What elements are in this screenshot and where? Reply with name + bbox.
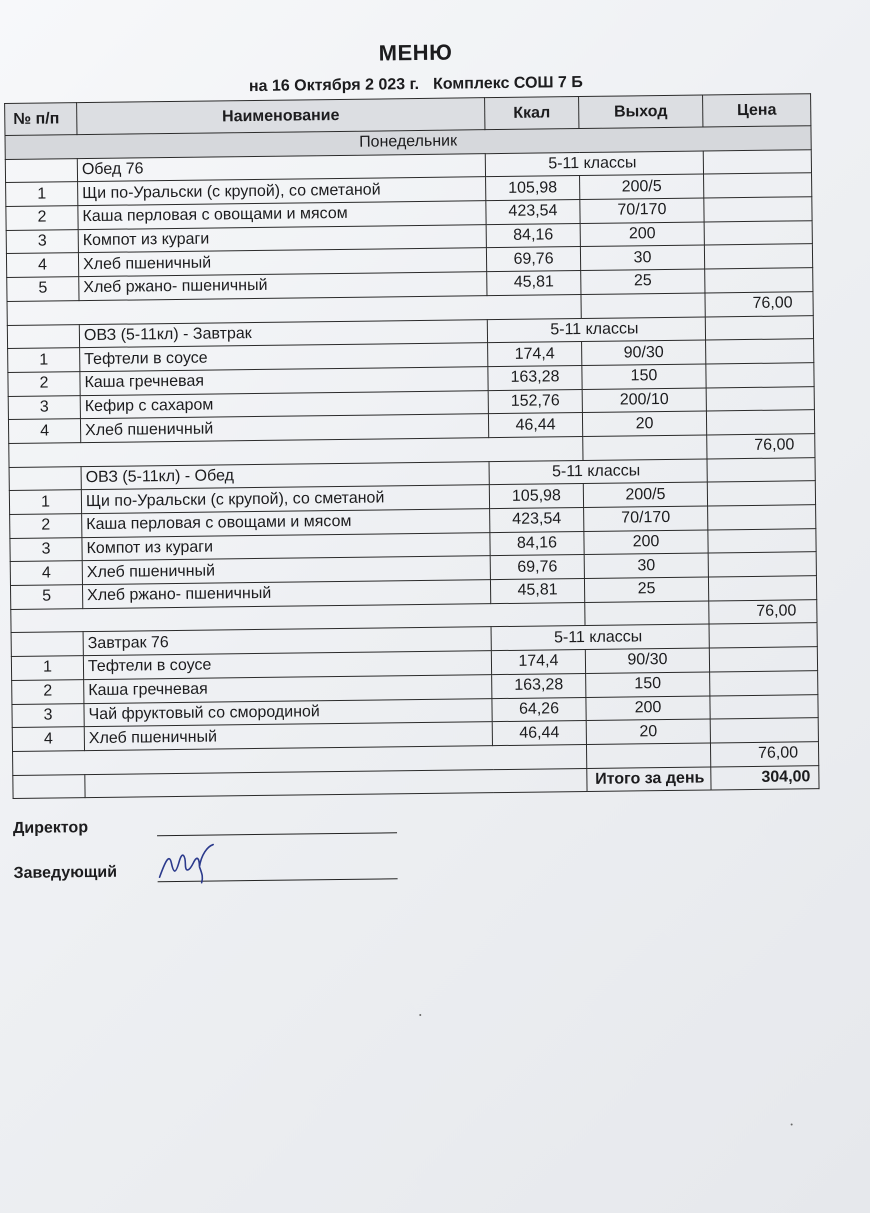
- item-output: 200: [586, 695, 710, 720]
- item-num: 4: [12, 727, 84, 752]
- item-price: [708, 528, 816, 553]
- item-kcal: 46,44: [492, 721, 586, 746]
- item-output: 200/5: [580, 174, 704, 199]
- item-num: 1: [8, 348, 80, 373]
- item-output: 200: [584, 530, 708, 555]
- header-num: № п/п: [5, 103, 77, 136]
- section-total: 76,00: [709, 599, 817, 624]
- item-kcal: 423,54: [490, 508, 584, 533]
- item-name: Кефир с сахаром: [80, 390, 488, 419]
- item-kcal: 45,81: [487, 271, 581, 296]
- item-name: Щи по-Уральски (с крупой), со сметаной: [78, 177, 486, 206]
- item-name: Каша гречневая: [84, 674, 492, 703]
- item-kcal: 152,76: [488, 389, 582, 414]
- item-price: [704, 244, 812, 269]
- item-kcal: 84,16: [490, 531, 584, 556]
- item-num: 5: [10, 585, 82, 610]
- item-price: [710, 694, 818, 719]
- item-num: 2: [12, 679, 84, 704]
- item-num: 1: [6, 182, 78, 207]
- item-num: 3: [8, 395, 80, 420]
- school-complex: Комплекс СОШ 7 Б: [432, 73, 583, 93]
- item-output: 200/5: [583, 482, 707, 507]
- section-price-cell: [705, 315, 813, 340]
- item-output: 30: [584, 553, 708, 578]
- grand-total-value: 304,00: [711, 765, 819, 790]
- item-output: 90/30: [582, 340, 706, 365]
- item-num: 4: [10, 561, 82, 586]
- section-title: Завтрак 76: [83, 627, 491, 656]
- section-title: ОВЗ (5-11кл) - Обед: [81, 461, 489, 490]
- item-kcal: 105,98: [486, 176, 580, 201]
- item-output: 20: [582, 411, 706, 436]
- item-kcal: 45,81: [490, 579, 584, 604]
- section-classes: 5-11 классы: [491, 624, 709, 650]
- item-name: Хлеб ржано- пшеничный: [79, 272, 487, 301]
- item-price: [709, 647, 817, 672]
- grand-empty-cell: [13, 774, 85, 799]
- section-num-cell: [5, 158, 77, 183]
- item-price: [710, 718, 818, 743]
- item-name: Хлеб пшеничный: [82, 556, 490, 585]
- item-num: 1: [9, 490, 81, 515]
- item-name: Компот из кураги: [78, 224, 486, 253]
- item-kcal: 423,54: [486, 200, 580, 225]
- item-price: [704, 220, 812, 245]
- item-output: 150: [586, 672, 710, 697]
- item-output: 25: [581, 269, 705, 294]
- manager-label: Заведующий: [13, 863, 118, 882]
- item-price: [710, 670, 818, 695]
- item-num: 2: [10, 514, 82, 539]
- item-kcal: 69,76: [486, 247, 580, 272]
- section-price-cell: [709, 623, 817, 648]
- item-price: [704, 173, 812, 198]
- section-num-cell: [9, 466, 81, 491]
- item-num: 2: [8, 372, 80, 397]
- item-kcal: 46,44: [488, 413, 582, 438]
- total-empty-cell: [581, 293, 705, 318]
- section-num-cell: [7, 324, 79, 349]
- item-price: [706, 339, 814, 364]
- item-name: Хлеб пшеничный: [78, 248, 486, 277]
- item-name: Каша гречневая: [80, 367, 488, 396]
- section-num-cell: [11, 632, 83, 657]
- item-price: [706, 386, 814, 411]
- item-price: [707, 481, 815, 506]
- item-output: 150: [582, 364, 706, 389]
- item-price: [708, 576, 816, 601]
- day-name: Понедельник: [5, 126, 811, 160]
- item-kcal: 174,4: [488, 342, 582, 367]
- item-name: Каша перловая с овощами и мясом: [78, 201, 486, 230]
- item-kcal: 163,28: [488, 365, 582, 390]
- header-kcal: Ккал: [485, 97, 579, 130]
- item-output: 90/30: [585, 648, 709, 673]
- section-classes: 5-11 классы: [489, 459, 707, 485]
- grand-total-label: Итого за день: [587, 767, 711, 792]
- section-classes: 5-11 классы: [485, 151, 703, 177]
- item-price: [708, 505, 816, 530]
- item-name: Тефтели в соусе: [80, 343, 488, 372]
- item-price: [705, 268, 813, 293]
- item-output: 30: [580, 245, 704, 270]
- item-price: [706, 410, 814, 435]
- document-title: МЕНЮ: [378, 39, 453, 66]
- item-num: 5: [7, 277, 79, 302]
- section-total: 76,00: [705, 292, 813, 317]
- item-output: 200: [580, 222, 704, 247]
- item-price: [708, 552, 816, 577]
- section-title: ОВЗ (5-11кл) - Завтрак: [79, 319, 487, 348]
- item-name: Чай фруктовый со смородиной: [84, 698, 492, 727]
- section-title: Обед 76: [77, 153, 485, 182]
- paper-speck: [791, 1124, 793, 1126]
- item-kcal: 105,98: [489, 484, 583, 509]
- item-output: 25: [584, 577, 708, 602]
- item-name: Компот из кураги: [82, 532, 490, 561]
- grand-empty-cell: [85, 768, 587, 798]
- item-name: Щи по-Уральски (с крупой), со сметаной: [81, 485, 489, 514]
- item-output: 20: [586, 719, 710, 744]
- item-output: 200/10: [582, 388, 706, 413]
- header-price: Цена: [703, 94, 811, 127]
- item-name: Хлеб пшеничный: [84, 722, 492, 751]
- item-kcal: 84,16: [486, 223, 580, 248]
- item-output: 70/170: [580, 198, 704, 223]
- director-signature-line: [157, 832, 397, 836]
- header-name: Наименование: [77, 98, 485, 135]
- total-empty-cell: [585, 601, 709, 626]
- item-num: 3: [10, 537, 82, 562]
- item-name: Тефтели в соусе: [83, 651, 491, 680]
- item-num: 4: [8, 419, 80, 444]
- item-num: 3: [6, 229, 78, 254]
- item-kcal: 69,76: [490, 555, 584, 580]
- total-empty-cell: [583, 435, 707, 460]
- manager-signature-icon: [155, 840, 226, 885]
- item-num: 3: [12, 703, 84, 728]
- item-num: 1: [11, 656, 83, 681]
- menu-date: на 16 Октября 2 023 г.: [248, 75, 420, 96]
- item-output: 70/170: [584, 506, 708, 531]
- header-output: Выход: [579, 95, 703, 129]
- section-price-cell: [703, 149, 811, 174]
- item-kcal: 64,26: [492, 697, 586, 722]
- paper-speck: [419, 1014, 421, 1016]
- total-empty-cell: [586, 743, 710, 768]
- item-name: Хлеб пшеничный: [80, 414, 488, 443]
- item-price: [706, 363, 814, 388]
- section-price-cell: [707, 457, 815, 482]
- director-label: Директор: [12, 819, 89, 838]
- section-total: 76,00: [707, 434, 815, 459]
- item-num: 2: [6, 206, 78, 231]
- item-price: [704, 197, 812, 222]
- menu-body: [5, 126, 819, 799]
- item-name: Хлеб ржано- пшеничный: [82, 580, 490, 609]
- menu-table: [4, 93, 819, 799]
- item-kcal: 163,28: [492, 673, 586, 698]
- item-kcal: 174,4: [491, 650, 585, 675]
- item-name: Каша перловая с овощами и мясом: [82, 509, 490, 538]
- section-classes: 5-11 классы: [487, 317, 705, 343]
- item-num: 4: [6, 253, 78, 278]
- section-total: 76,00: [710, 742, 818, 767]
